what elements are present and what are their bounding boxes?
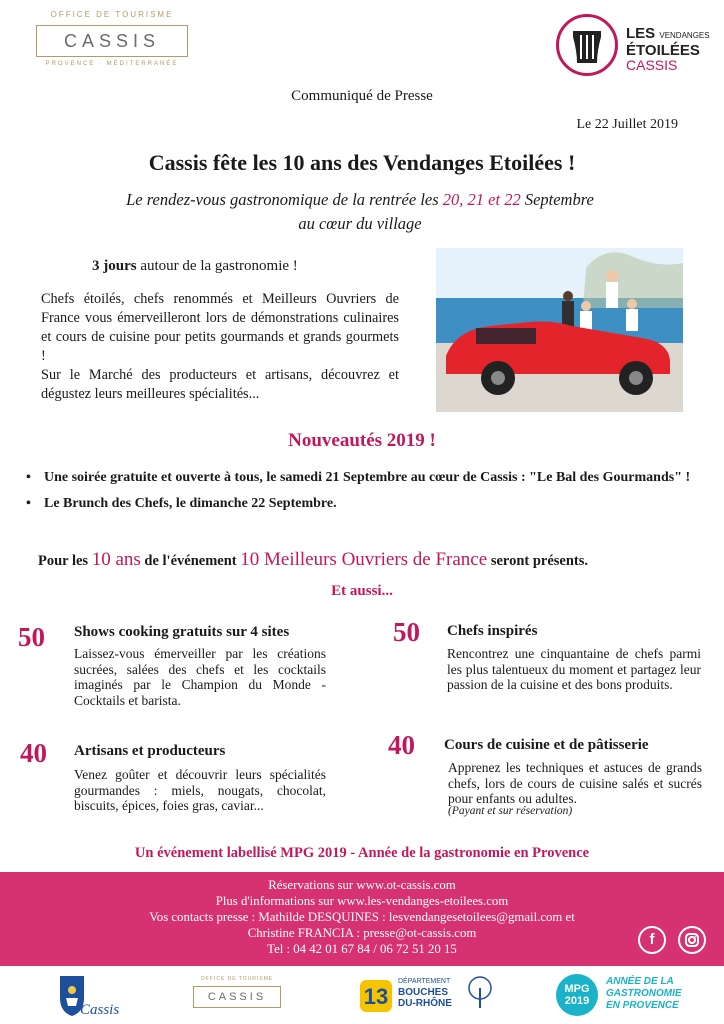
intro-text: [41, 290, 399, 404]
block-chefs-number: 50: [393, 617, 420, 647]
intro-paragraph-1: Chefs étoilés, chefs renommés et Meilleurs Ouvriers de France vous émerveilleront lors de démonstrations culinaires et cours de cuisine pour petits gourmands et grands gourmets !: [41, 291, 399, 364]
et-aussi-heading: Et aussi...: [331, 583, 393, 599]
block-cours-title: Cours de cuisine et de pâtisserie: [444, 737, 649, 753]
anniv-part-d: 10 Meilleurs Ouvriers de France: [240, 549, 488, 570]
bullet-item-brunch: • Le Brunch des Chefs, le dimanche 22 Septembre.: [26, 494, 716, 514]
ve-logo-les: LES: [626, 25, 656, 42]
ot-logo-sub: PROVENCE · MÉDITERRANÉE: [45, 61, 179, 67]
ve-logo-text: [626, 26, 710, 73]
chef-hat-emblem-icon: [556, 14, 618, 76]
dept-big-2: DU-RHÔNE: [398, 998, 452, 1009]
subtitle-part2: Septembre: [520, 190, 594, 209]
office-tourisme-logo: [32, 10, 192, 80]
tree-icon: [466, 976, 494, 1010]
mpg-badge: [556, 974, 598, 1016]
ve-logo-vendanges: VENDANGES: [659, 31, 710, 40]
mpg-logo: [556, 972, 686, 1018]
block-cours-note: (Payant et sur réservation): [448, 805, 573, 817]
contact-banner: [0, 872, 724, 966]
banner-reservations: Réservations sur www.ot-cassis.com: [268, 878, 456, 892]
dept-small: DÉPARTEMENT: [398, 978, 451, 985]
ot-logo-name: CASSIS: [36, 25, 188, 57]
footer-ot-name: CASSIS: [193, 986, 281, 1008]
subtitle-part1: Le rendez-vous gastronomique de la rentrée les: [126, 190, 443, 209]
anniv-part-b: 10 ans: [91, 549, 141, 570]
banner-contact-1: Vos contacts presse : Mathilde DESQUINES : lesvendangesetoilees@gmail.com et: [149, 910, 575, 924]
mpg-label-line: Un événement labellisé MPG 2019 - Année de la gastronomie en Provence: [134, 845, 590, 861]
block-chefs-title: Chefs inspirés: [447, 623, 538, 639]
footer-ot-logo: [190, 972, 284, 1018]
ot-logo-top: OFFICE DE TOURISME: [50, 10, 174, 19]
block-artisans-title: Artisans et producteurs: [74, 743, 226, 759]
subtitle-line2: au cœur du village: [298, 214, 422, 233]
block-shows-title: Shows cooking gratuits sur 4 sites: [74, 624, 290, 640]
dept-big: [398, 987, 452, 1009]
chefs-car-photo: [436, 248, 683, 412]
ve-logo-etoilees: ÉTOILÉES: [626, 42, 700, 59]
footer-ot-top: OFFICE DE TOURISME: [200, 976, 274, 982]
press-label: Communiqué de Presse: [291, 88, 433, 104]
block-cours-text: Apprenez les techniques et astuces de grands chefs, lors de cours de cuisine salés et sucrés pour enfants ou adultes.: [448, 760, 702, 806]
vendanges-etoilees-logo: [556, 14, 716, 80]
nouveautes-heading: Nouveautés 2019 !: [288, 430, 436, 451]
ve-logo-cassis: CASSIS: [626, 57, 678, 73]
svg-text:13: 13: [363, 984, 389, 1009]
subtitle-dates: 20, 21 et 22: [442, 190, 521, 209]
subtitle: [60, 188, 660, 236]
release-date: Le 22 Juillet 2019: [576, 117, 678, 132]
mpg-text: [606, 976, 682, 1012]
facebook-icon[interactable]: f: [638, 926, 666, 954]
block-artisans-number: 40: [20, 738, 47, 768]
mpg-badge-text: MPG: [564, 983, 590, 995]
news-bullet-list: [26, 468, 716, 520]
mpg-badge-year: 2019: [564, 995, 590, 1007]
banner-contact-2: Christine FRANCIA : presse@ot-cassis.com: [247, 926, 477, 940]
anniv-part-c: de l'événement: [140, 553, 241, 569]
block-shows-text: Laissez-vous émerveiller par les créations sucrées, salées des chefs et les cocktails imaginés par le Champion du Monde - Cocktails et barista.: [74, 646, 326, 708]
anniv-part-e: seront présents.: [487, 553, 589, 569]
mpg-line-1: ANNÉE DE LA: [606, 976, 674, 987]
block-chefs-text: Rencontrez une cinquantaine de chefs parmi les plus talentueux du moment et partagez leur passion de la cuisine et des bons produits.: [447, 646, 701, 692]
three-days-line: [92, 258, 298, 275]
block-shows-number: 50: [18, 622, 45, 652]
anniversary-line: [38, 549, 588, 571]
ville-cassis-logo: [50, 972, 120, 1018]
instagram-icon[interactable]: [678, 926, 706, 954]
three-days-rest: autour de la gastronomie !: [136, 258, 298, 274]
block-artisans-text: Venez goûter et découvrir leurs spécialités gourmandes : miels, nougats, chocolat, biscuits, épices, foies gras, caviar...: [74, 767, 326, 813]
three-days-bold: 3 jours: [92, 258, 137, 274]
block-cours-number: 40: [388, 730, 415, 760]
dept-big-1: BOUCHES: [398, 987, 449, 998]
banner-lines: [0, 877, 724, 957]
banner-info: Plus d'informations sur www.les-vendanges-etoilees.com: [215, 894, 509, 908]
page-title: Cassis fête les 10 ans des Vendanges Etoilées !: [148, 150, 576, 175]
mpg-line-3: EN PROVENCE: [606, 1000, 679, 1011]
ville-cassis-text: Cassis: [80, 1002, 120, 1018]
banner-phone: Tel : 04 42 01 67 84 / 06 72 51 20 15: [267, 942, 457, 956]
intro-paragraph-2: Sur le Marché des producteurs et artisans, découvrez et dégustez leurs meilleures spécialités...: [41, 367, 399, 402]
mpg-line-2: GASTRONOMIE: [606, 988, 682, 999]
departement-logo: [358, 972, 496, 1018]
bullet-item-soiree: • Une soirée gratuite et ouverte à tous, le samedi 21 Septembre au cœur de Cassis : "Le Bal des Gourmands" !: [26, 468, 716, 488]
anniv-part-a: Pour les: [38, 553, 92, 569]
